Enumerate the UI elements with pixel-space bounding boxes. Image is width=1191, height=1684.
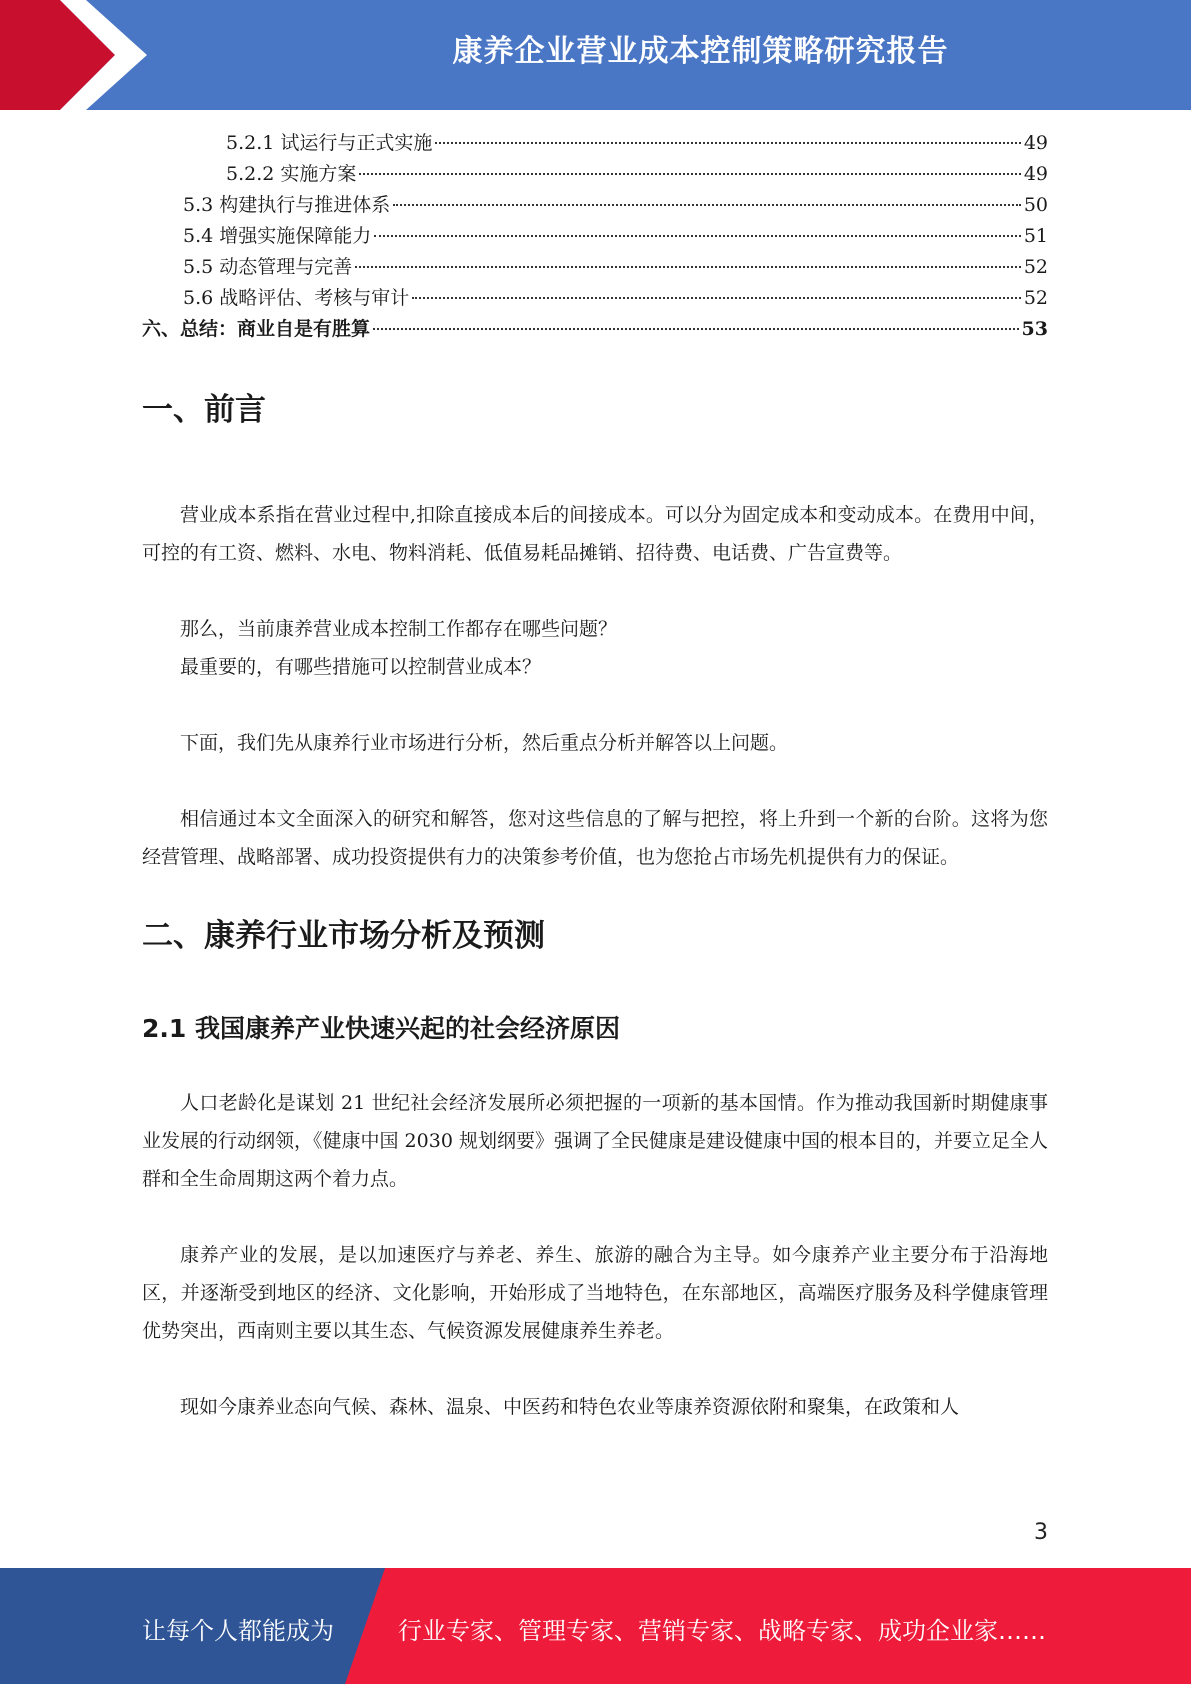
toc-leader-dots (393, 204, 1021, 206)
section-2-1-paragraph-2: 康养产业的发展，是以加速医疗与养老、养生、旅游的融合为主导。如今康养产业主要分布于沿海地区，并逐渐受到地区的经济、文化影响，开始形成了当地特色，在东部地区，高端医疗服务及科学健康管理优势突出，西南则主要以其生态、气候资源发展健康养生养老。 (142, 1244, 1048, 1342)
toc-entry-label: 5.2.1 试运行与正式实施 (226, 132, 433, 154)
table-of-contents (142, 128, 1048, 345)
toc-entry-page: 52 (1023, 256, 1048, 278)
toc-entry-page: 50 (1023, 194, 1048, 216)
toc-entry[interactable] (142, 128, 1048, 159)
section-1-question-2: 最重要的，有哪些措施可以控制营业成本？ (180, 656, 542, 678)
page-footer (0, 1568, 1191, 1684)
toc-entry-label: 5.4 增强实施保障能力 (183, 225, 372, 247)
section-2-1-heading: 2.1 我国康养产业快速兴起的社会经济原因 (142, 1014, 620, 1043)
toc-entry[interactable] (142, 190, 1048, 221)
toc-entry[interactable] (142, 221, 1048, 252)
toc-entry-page: 49 (1023, 132, 1048, 154)
toc-entry-page: 52 (1023, 287, 1048, 309)
footer-slogan-left: 让每个人都能成为 (142, 1617, 334, 1645)
section-1-paragraph-2: 下面，我们先从康养行业市场进行分析，然后重点分析并解答以上问题。 (180, 732, 789, 754)
toc-entry-page: 49 (1023, 163, 1048, 185)
report-title: 康养企业营业成本控制策略研究报告 (452, 34, 949, 69)
toc-leader-dots (355, 266, 1021, 268)
page-number: 3 (1034, 1520, 1048, 1545)
toc-entry[interactable] (142, 283, 1048, 314)
toc-entry[interactable] (142, 314, 1048, 345)
toc-leader-dots (435, 142, 1020, 144)
section-1-heading: 一、前言 (142, 392, 266, 428)
toc-entry-label: 六、总结：商业自是有胜算 (142, 318, 371, 340)
main-content (142, 380, 1048, 1426)
toc-entry[interactable] (142, 159, 1048, 190)
section-1-paragraph-3: 相信通过本文全面深入的研究和解答，您对这些信息的了解与把控，将上升到一个新的台阶。这将为您经营管理、战略部署、成功投资提供有力的决策参考价值，也为您抢占市场先机提供有力的保证。 (142, 808, 1048, 868)
toc-leader-dots (373, 328, 1019, 330)
section-1-paragraph-1: 营业成本系指在营业过程中,扣除直接成本后的间接成本。可以分为固定成本和变动成本。在费用中间，可控的有工资、燃料、水电、物料消耗、低值易耗品摊销、招待费、电话费、广告宣费等。 (142, 504, 1048, 564)
toc-entry[interactable] (142, 252, 1048, 283)
toc-entry-label: 5.6 战略评估、考核与审计 (183, 287, 410, 309)
section-2-1-paragraph-3: 现如今康养业态向气候、森林、温泉、中医药和特色农业等康养资源依附和聚集，在政策和人 (180, 1396, 960, 1418)
toc-entry-label: 5.2.2 实施方案 (226, 163, 357, 185)
section-1-question-1: 那么，当前康养营业成本控制工作都存在哪些问题？ (180, 618, 618, 640)
footer-slogan-right: 行业专家、管理专家、营销专家、战略专家、成功企业家…… (398, 1617, 1046, 1645)
toc-entry-page: 53 (1021, 318, 1048, 340)
section-2-heading: 二、康养行业市场分析及预测 (142, 918, 545, 954)
toc-entry-label: 5.3 构建执行与推进体系 (183, 194, 391, 216)
toc-leader-dots (412, 297, 1021, 299)
section-2-1-paragraph-1: 人口老龄化是谋划 21 世纪社会经济发展所必须把握的一项新的基本国情。作为推动我国新时期健康事业发展的行动纲领，《健康中国 2030 规划纲要》强调了全民健康是建设健康中国的根本目的，并要立足全人群和全生命周期这两个着力点。 (142, 1092, 1048, 1190)
toc-leader-dots (374, 235, 1021, 237)
toc-leader-dots (359, 173, 1020, 175)
page-header (0, 0, 1191, 110)
toc-entry-page: 51 (1023, 225, 1048, 247)
header-arrow-decoration (0, 0, 170, 110)
toc-entry-label: 5.5 动态管理与完善 (183, 256, 353, 278)
